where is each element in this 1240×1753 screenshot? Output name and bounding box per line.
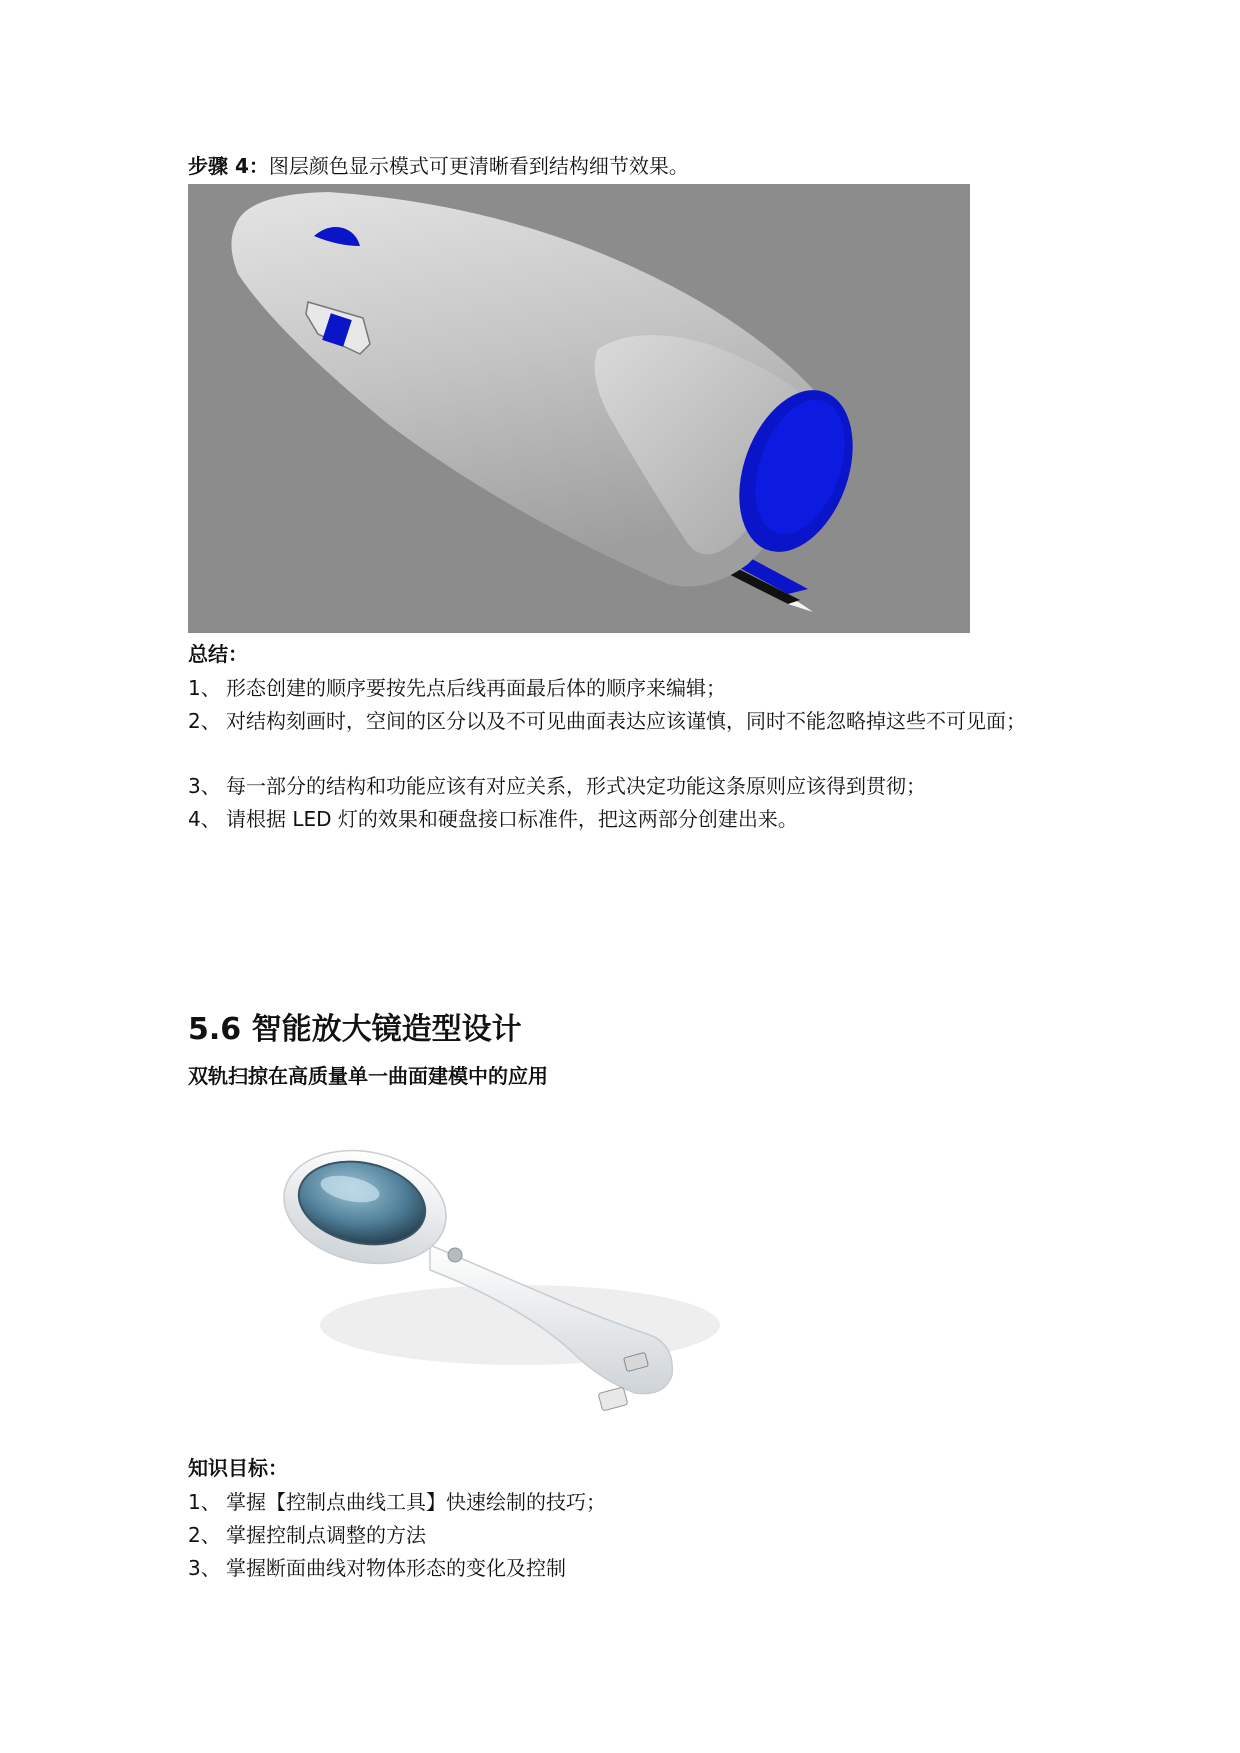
step-4-text: 图层颜色显示模式可更清晰看到结构细节效果。 xyxy=(268,154,689,178)
summary-heading: 总结： xyxy=(188,642,248,666)
knowledge-heading: 知识目标： xyxy=(188,1456,288,1480)
section-subtitle: 双轨扫掠在高质量单一曲面建模中的应用 xyxy=(188,1064,548,1088)
list-number: 2、 xyxy=(188,1523,221,1547)
shell-model-render xyxy=(188,184,970,633)
list-text: 形态创建的顺序要按先点后线再面最后体的顺序来编辑； xyxy=(226,676,726,700)
step-4-label: 步骤 4： xyxy=(188,154,269,178)
magnifier-render xyxy=(280,1135,760,1435)
list-text: 掌握【控制点曲线工具】快速绘制的技巧； xyxy=(226,1490,606,1514)
list-text: 掌握控制点调整的方法 xyxy=(226,1523,426,1547)
list-text: 掌握断面曲线对物体形态的变化及控制 xyxy=(226,1556,566,1580)
section-title: 5.6 智能放大镜造型设计 xyxy=(188,1012,522,1047)
list-number: 2、 xyxy=(188,709,221,733)
list-number: 4、 xyxy=(188,807,221,831)
list-number: 3、 xyxy=(188,1556,221,1580)
list-number: 3、 xyxy=(188,774,221,798)
magnifier-illustration xyxy=(280,1135,760,1435)
list-text: 请根据 LED 灯的效果和硬盘接口标准件，把这两部分创建出来。 xyxy=(226,807,798,831)
list-text: 对结构刻画时，空间的区分以及不可见曲面表达应该谨慎，同时不能忽略掉这些不可见面； xyxy=(226,709,1026,733)
step-4-caption xyxy=(188,152,689,180)
list-number: 1、 xyxy=(188,1490,221,1514)
list-number: 1、 xyxy=(188,676,221,700)
shell-model-illustration xyxy=(188,184,970,633)
list-text: 每一部分的结构和功能应该有对应关系，形式决定功能这条原则应该得到贯彻； xyxy=(226,774,926,798)
